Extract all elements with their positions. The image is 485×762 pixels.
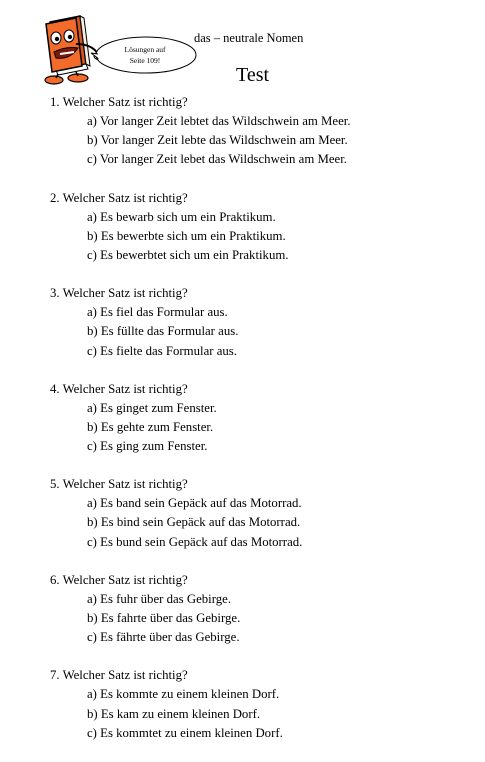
question-text: Welcher Satz ist richtig? [62,95,188,109]
answer-option-c: c) Es bewerbtet sich um ein Praktikum. [87,247,289,262]
answer-option-a: a) Es fiel das Formular aus. [87,305,228,320]
question-text: Welcher Satz ist richtig? [62,668,188,683]
answer-option-b: b) Es füllte das Formular aus. [87,324,239,339]
answer-options [50,112,470,170]
question-item [50,571,470,648]
answer-option-c: c) Es fährte über das Gebirge. [87,630,240,645]
question-prompt [50,93,470,112]
answer-option-a: a) Es bewarb sich um ein Praktikum. [87,209,276,224]
answer-option-b: b) Es bewerbte sich um ein Praktikum. [87,228,286,243]
question-text: Welcher Satz ist richtig? [62,381,188,396]
question-prompt [50,475,470,494]
question-prompt [50,666,470,685]
answer-option-b: b) Es fahrte über das Gebirge. [87,611,241,625]
question-number: 2. [50,190,60,205]
question-prompt [50,380,470,399]
answer-option-c: c) Es fielte das Formular aus. [87,343,237,358]
question-text: Welcher Satz ist richtig? [62,572,188,587]
question-text: Welcher Satz ist richtig? [62,286,188,301]
question-item [50,475,470,552]
answer-options [50,685,470,743]
question-item [50,189,470,266]
question-item [50,93,470,170]
question-list [50,93,470,762]
answer-option-a: a) Vor langer Zeit lebtet das Wildschwein am Meer. [87,114,351,128]
page-title: Test [236,64,270,86]
question-text: Welcher Satz ist richtig? [62,477,188,492]
answer-option-c: c) Es kommtet zu einem kleinen Dorf. [87,725,283,740]
question-number: 6. [50,572,60,587]
question-item [50,666,470,743]
answer-option-c: c) Vor langer Zeit lebet das Wildschwein am Meer. [87,152,347,167]
answer-options [50,303,470,361]
question-number: 1. [50,95,60,109]
answer-option-a: a) Es band sein Gepäck auf das Motorrad. [87,496,302,511]
answer-option-b: b) Es gehte zum Fenster. [87,419,214,434]
question-item [50,284,470,361]
answer-option-c: c) Es bund sein Gepäck auf das Motorrad. [87,534,303,549]
answer-option-b: b) Es kam zu einem kleinen Dorf. [87,706,261,721]
answer-option-b: b) Es bind sein Gepäck auf das Motorrad. [87,515,301,530]
bubble-line-1: Lösungen auf [124,45,166,54]
answer-option-a: a) Es fuhr über das Gebirge. [87,591,232,606]
page-subtitle: das – neutrale Nomen [194,31,304,45]
answer-option-c: c) Es ging zum Fenster. [87,439,208,454]
answer-options [50,494,470,552]
question-prompt [50,189,470,208]
question-number: 3. [50,286,60,301]
answer-options [50,590,470,648]
question-text: Welcher Satz ist richtig? [62,190,188,205]
question-prompt [50,284,470,303]
question-number: 7. [50,668,60,683]
answer-option-a: a) Es ginget zum Fenster. [87,400,217,415]
question-prompt [50,571,470,590]
question-number: 5. [50,477,60,492]
answer-option-a: a) Es kommte zu einem kleinen Dorf. [87,687,280,702]
question-item [50,380,470,457]
answer-options [50,399,470,457]
speech-bubble [90,34,198,76]
solutions-note [102,44,188,66]
answer-option-b: b) Vor langer Zeit lebte das Wildschwein am Meer. [87,133,348,148]
question-number: 4. [50,381,60,396]
bubble-line-2: Seite 109! [129,56,161,65]
answer-options [50,208,470,266]
